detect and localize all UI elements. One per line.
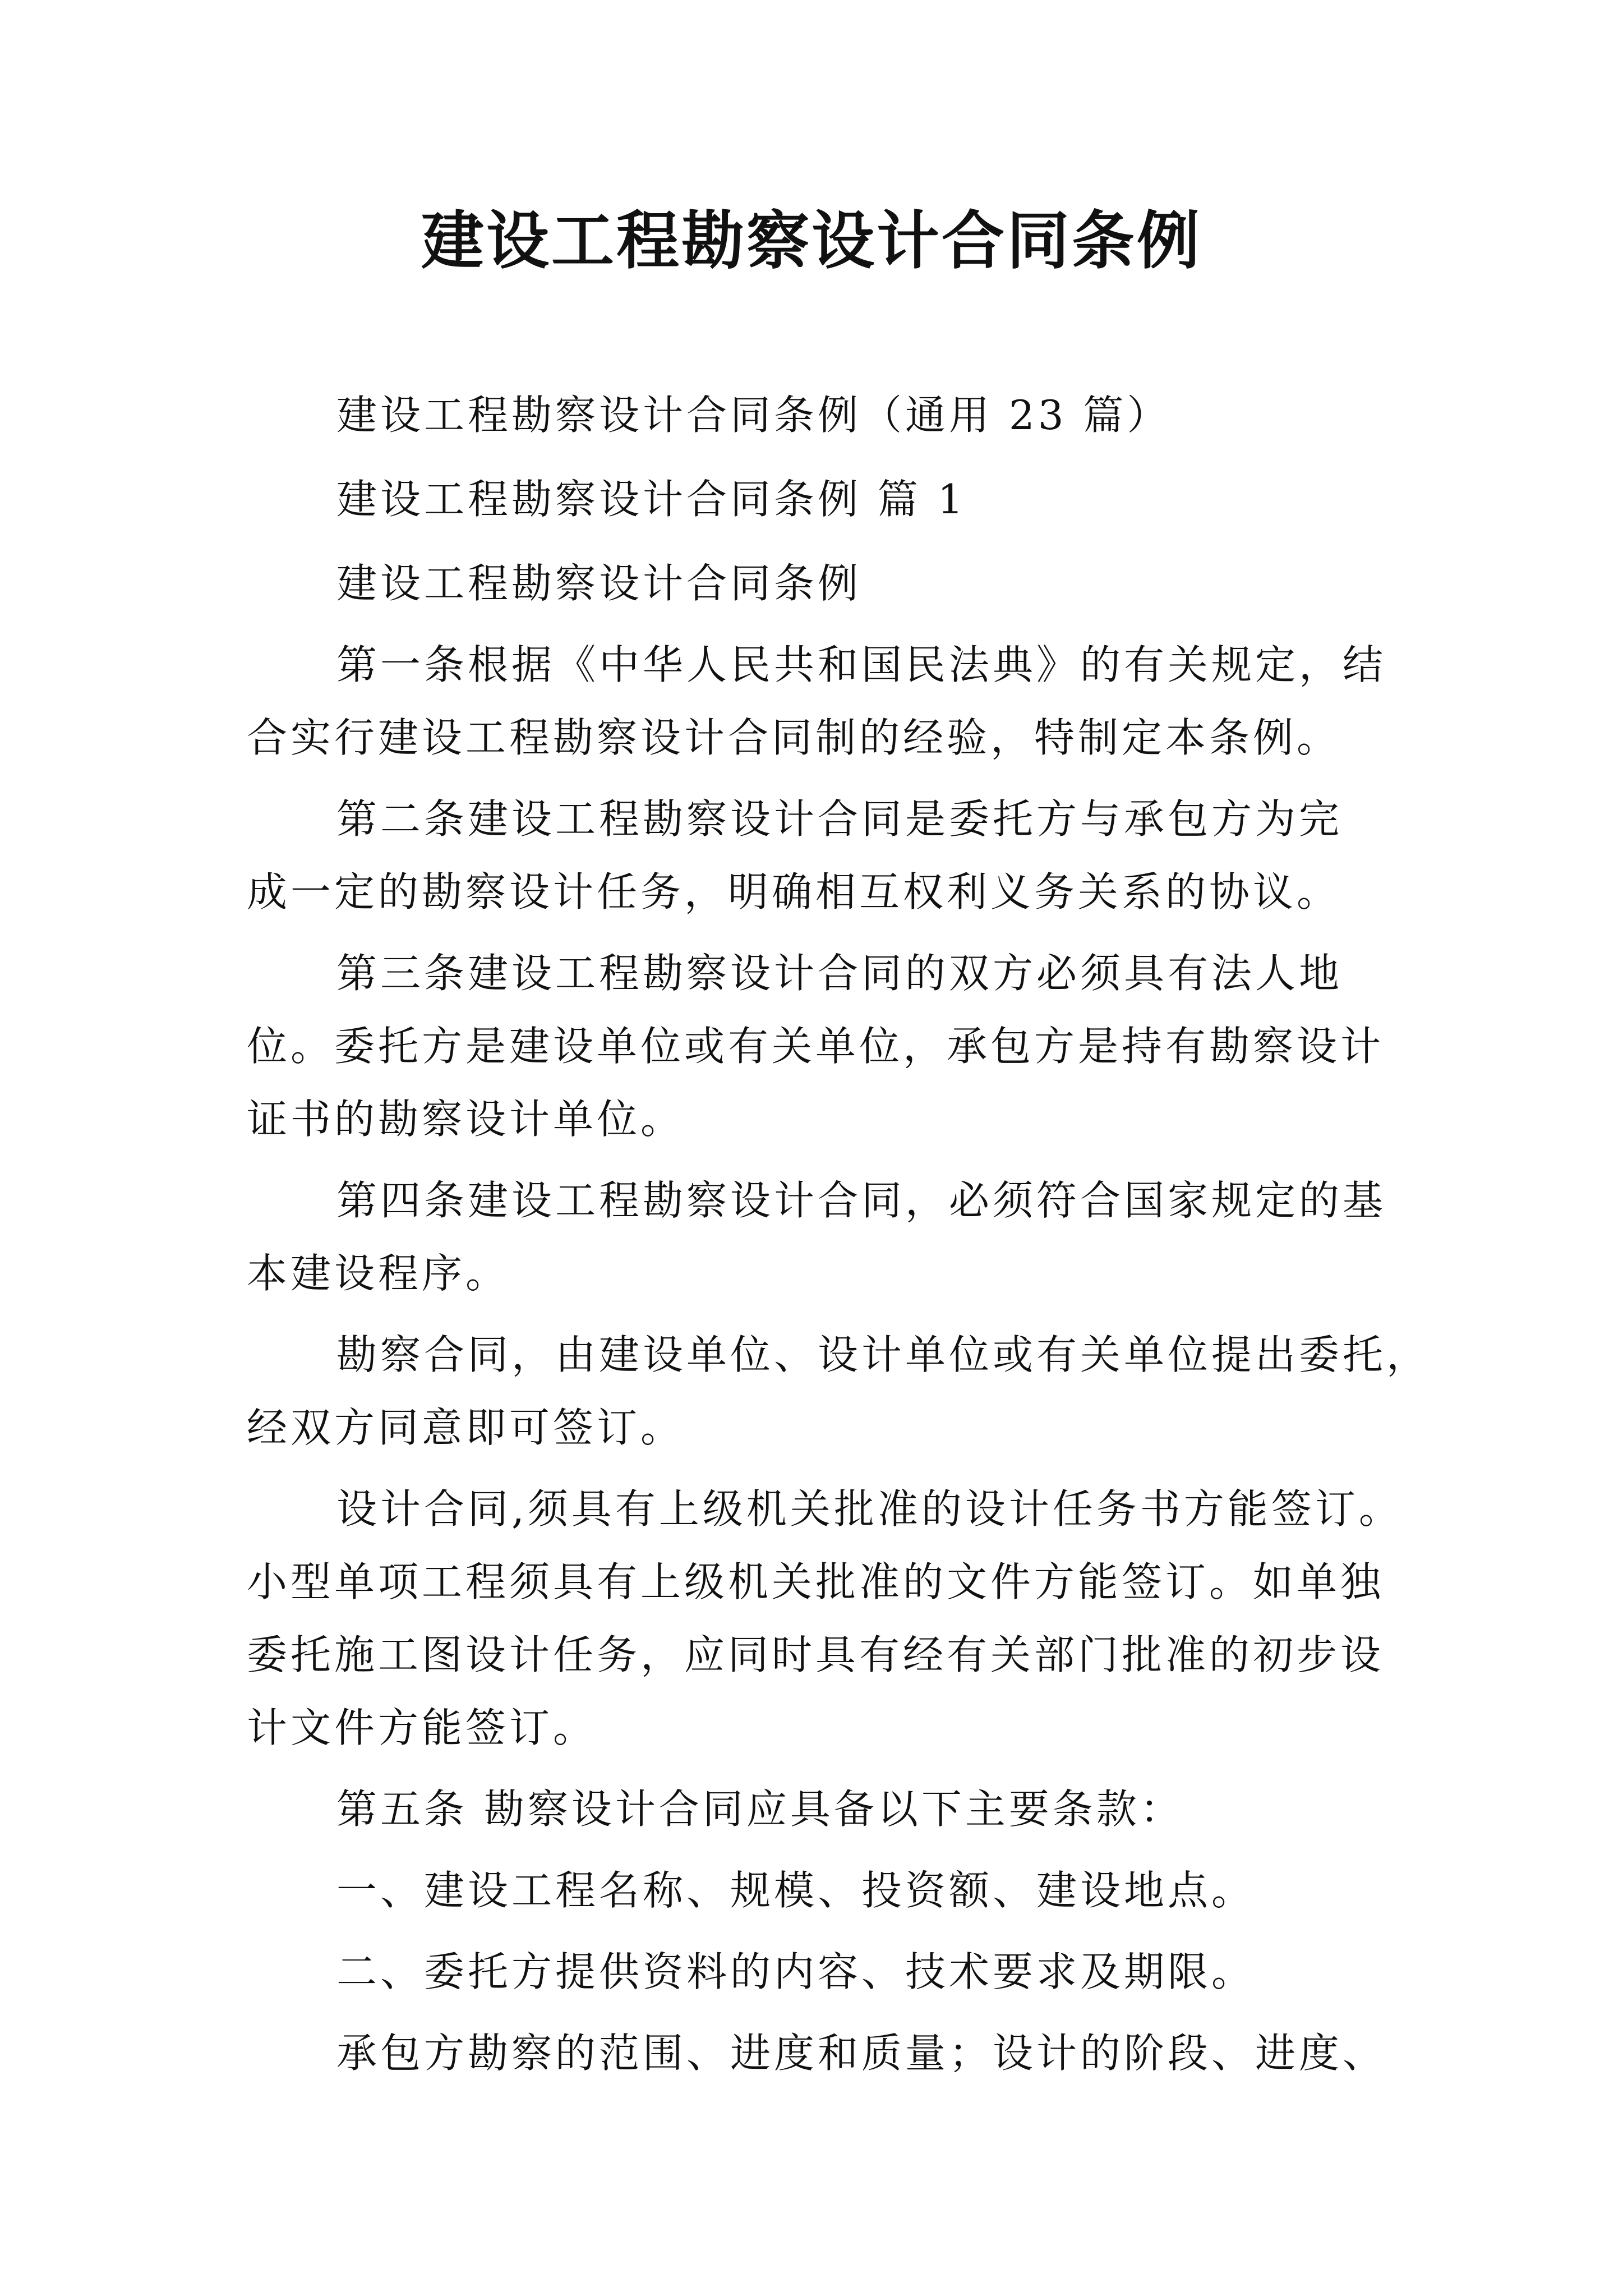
doc-paragraph-line: 二、委托方提供资料的内容、技术要求及期限。 — [336, 1948, 1256, 1995]
doc-paragraph-line: 第四条建设工程勘察设计合同，必须符合国家规定的基 — [336, 1177, 1387, 1224]
doc-paragraph-line: 小型单项工程须具有上级机关批准的文件方能签订。如单独 — [247, 1558, 1385, 1605]
doc-paragraph-line: 第二条建设工程勘察设计合同是委托方与承包方为完 — [336, 795, 1343, 843]
doc-line-article-title: 建设工程勘察设计合同条例 — [336, 560, 862, 607]
doc-line-subtitle: 建设工程勘察设计合同条例（通用 23 篇） — [336, 392, 1171, 439]
doc-paragraph-line: 委托施工图设计任务，应同时具有经有关部门批准的初步设 — [247, 1631, 1385, 1678]
doc-paragraph-line: 一、建设工程名称、规模、投资额、建设地点。 — [336, 1867, 1256, 1914]
doc-paragraph-line: 经双方同意即可签订。 — [247, 1404, 685, 1451]
doc-paragraph-line: 计文件方能签订。 — [247, 1704, 597, 1751]
doc-paragraph-line: 第三条建设工程勘察设计合同的双方必须具有法人地 — [336, 950, 1343, 997]
doc-paragraph-line: 第五条 勘察设计合同应具备以下主要条款： — [336, 1786, 1184, 1833]
doc-paragraph-line: 成一定的勘察设计任务，明确相互权利义务关系的协议。 — [247, 868, 1341, 915]
doc-paragraph-line: 第一条根据《中华人民共和国民法典》的有关规定，结 — [336, 641, 1387, 688]
doc-paragraph-line: 承包方勘察的范围、进度和质量；设计的阶段、进度、 — [336, 2030, 1387, 2077]
doc-paragraph-line: 位。委托方是建设单位或有关单位，承包方是持有勘察设计 — [247, 1023, 1385, 1070]
doc-line-section-heading: 建设工程勘察设计合同条例 篇 1 — [336, 476, 967, 523]
doc-paragraph-line: 合实行建设工程勘察设计合同制的经验，特制定本条例。 — [247, 714, 1341, 761]
document-title: 建设工程勘察设计合同条例 — [421, 204, 1202, 278]
doc-paragraph-line: 勘察合同，由建设单位、设计单位或有关单位提出委托， — [336, 1331, 1431, 1378]
doc-paragraph-line: 设计合同,须具有上级机关批准的设计任务书方能签订。 — [336, 1485, 1403, 1533]
doc-paragraph-line: 证书的勘察设计单位。 — [247, 1096, 685, 1143]
doc-paragraph-line: 本建设程序。 — [247, 1250, 510, 1297]
